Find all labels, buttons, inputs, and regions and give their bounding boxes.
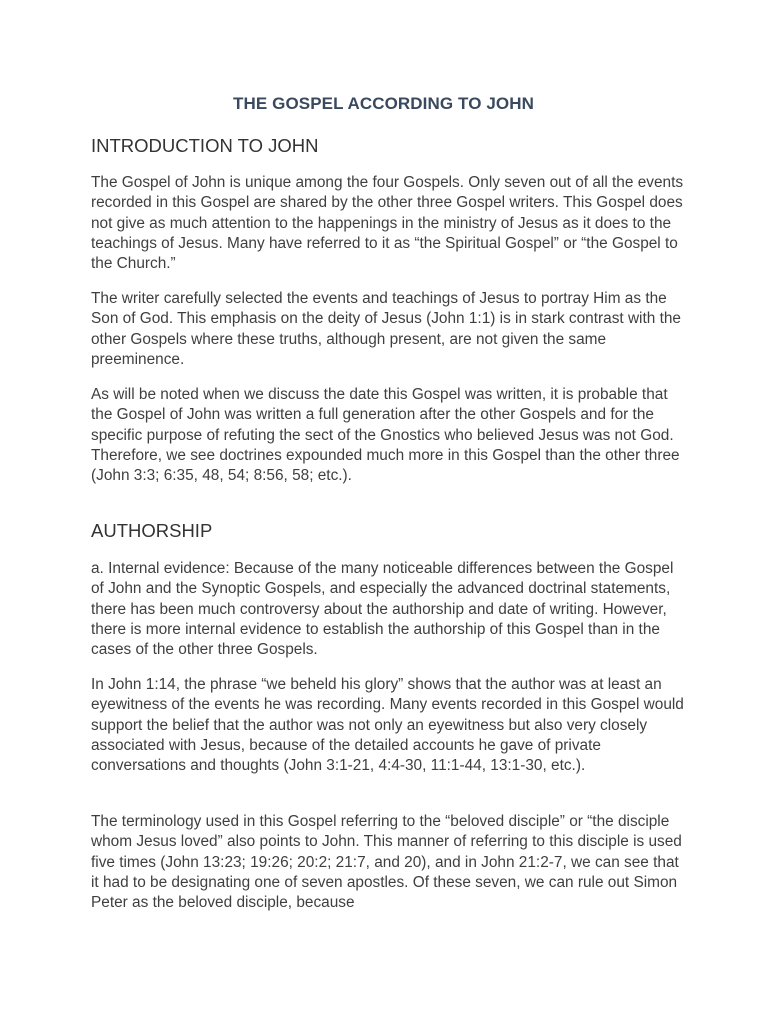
document-title: THE GOSPEL ACCORDING TO JOHN [233,94,534,113]
paragraph: a. Internal evidence: Because of the many noticeable differences between the Gospel of John and the Synoptic Gospels, and especially the advanced doctrinal statements, there has been much controversy about the authorship and date of writing. However, there is more internal evidence to establish the authorship of this Gospel than in the cases of the other three Gospels. [91,560,674,659]
paragraph: The writer carefully selected the events and teachings of Jesus to portray Him as the Son of God. This emphasis on the deity of Jesus (John 1:1) is in stark contrast with the other Gospels where these truths, although present, are not given the same preeminence. [91,290,681,368]
section-heading-introduction: INTRODUCTION TO JOHN [91,135,319,156]
section-heading-authorship: AUTHORSHIP [91,520,213,541]
paragraph: The Gospel of John is unique among the four Gospels. Only seven out of all the events recorded in this Gospel are shared by the other three Gospel writers. This Gospel does not give as much attention to the happenings in the ministry of Jesus as it does to the teachings of Jesus. Many have referred to it as “the Spiritual Gospel” or “the Gospel to the Church.” [91,174,684,273]
paragraph: The terminology used in this Gospel referring to the “beloved disciple” or “the disciple whom Jesus loved” also points to John. This manner of referring to this disciple is used five times (John 13:23; 19:26; 20:2; 21:7, and 20), and in John 21:2-7, we can see that it had to be designating one of seven apostles. Of these seven, we can rule out Simon Peter as the beloved disciple, because [91,813,682,912]
paragraph: In John 1:14, the phrase “we beheld his glory” shows that the author was at least an eyewitness of the events he was recording. Many events recorded in this Gospel would support the belief that the author was not only an eyewitness but also very closely associated with Jesus, because of the detailed accounts he gave of private conversations and thoughts (John 3:1-21, 4:4-30, 11:1-44, 13:1-30, etc.). [91,676,684,775]
paragraph: As will be noted when we discuss the date this Gospel was written, it is probable that the Gospel of John was written a full generation after the other Gospels and for the specific purpose of refuting the sect of the Gnostics who believed Jesus was not God. Therefore, we see doctrines expounded much more in this Gospel than the other three (John 3:3; 6:35, 48, 54; 8:56, 58; etc.). [91,386,680,485]
